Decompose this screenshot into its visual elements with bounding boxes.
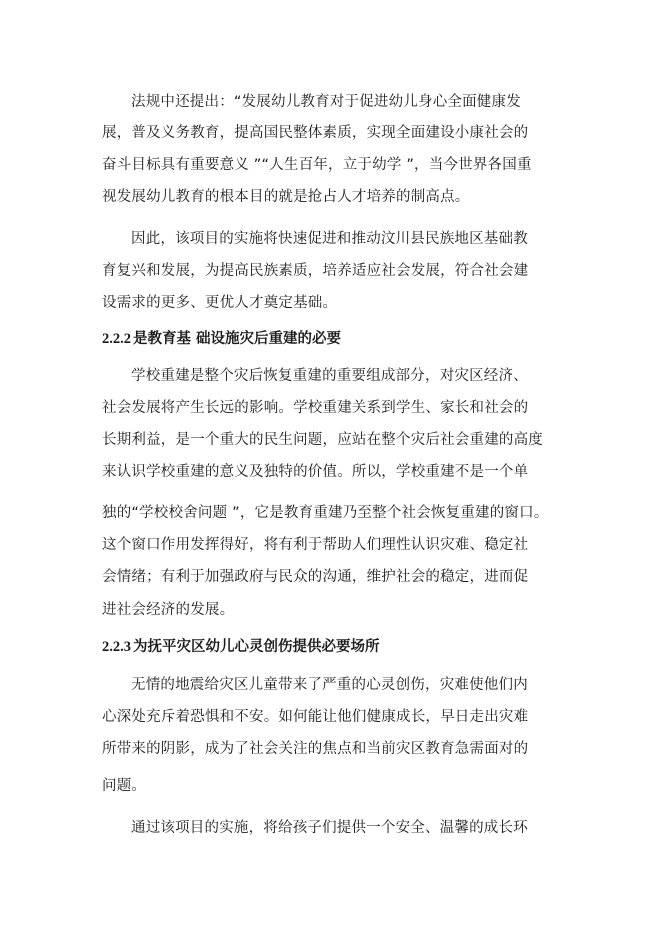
text-line: 设需求的更多、更优人才奠定基础。 [102, 295, 338, 311]
text-line: 因此，该项目的实施将快速促进和推动汶川县民族地区基础教 [131, 231, 528, 247]
heading-number: 2.2.2 [102, 331, 131, 347]
heading-number: 2.2.3 [102, 639, 131, 655]
text-line: 问题。 [102, 778, 147, 794]
text-line: 独的“学校校舍问题 ”，它是教育重建乃至整个社会恢复重建的窗口。 [102, 505, 549, 521]
text-line: 心深处充斥着恐惧和不安。如何能让他们健康成长，早日走出灾难 [102, 709, 529, 725]
text-line: 长期利益，是一个重大的民生问题，应站在整个灾后社会重建的高度 [102, 432, 543, 448]
text-line: 展，普及义务教育，提高国民整体素质，实现全面建设小康社会的 [102, 125, 529, 141]
text-line: 来认识学校重建的意义及独特的价值。所以，学校重建不是一个单 [102, 464, 529, 480]
section-heading-2-2-3 [102, 637, 380, 657]
text-line: 这个窗口作用发挥得好，将有利于帮助人们理性认识灾难、稳定社 [102, 537, 529, 553]
text-line: 学校重建是整个灾后恢复重建的重要组成部分，对灾区经济、 [131, 368, 528, 384]
heading-title: 是教育基 础设施灾后重建的必要 [133, 330, 342, 347]
text-line: 法规中还提出：“发展幼儿教育对于促进幼儿身心全面健康发 [131, 94, 521, 110]
text-line: 会情绪；有利于加强政府与民众的沟通，维护社会的稳定，进而促 [102, 569, 529, 585]
text-line: 进社会经济的发展。 [102, 602, 235, 618]
text-line: 无情的地震给灾区儿童带来了严重的心灵创伤，灾难使他们内 [131, 677, 528, 693]
text-line: 奋斗目标具有重要意义 ”“人生百年，立于幼学 ”，当今世界各国重 [102, 157, 532, 173]
text-line: 社会发展将产生长远的影响。学校重建关系到学生、家长和社会的 [102, 400, 529, 416]
heading-title: 为抚平灾区幼儿心灵创伤提供必要场所 [133, 638, 380, 655]
text-line: 视发展幼儿教育的根本目的就是抢占人才培养的制高点。 [102, 189, 470, 205]
section-heading-2-2-2 [102, 329, 341, 349]
text-line: 通过该项目的实施，将给孩子们提供一个安全、温馨的成长环 [131, 820, 528, 836]
text-line: 所带来的阴影，成为了社会关注的焦点和当前灾区教育急需面对的 [102, 741, 529, 757]
text-line: 育复兴和发展，为提高民族素质，培养适应社会发展，符合社会建 [102, 263, 529, 279]
